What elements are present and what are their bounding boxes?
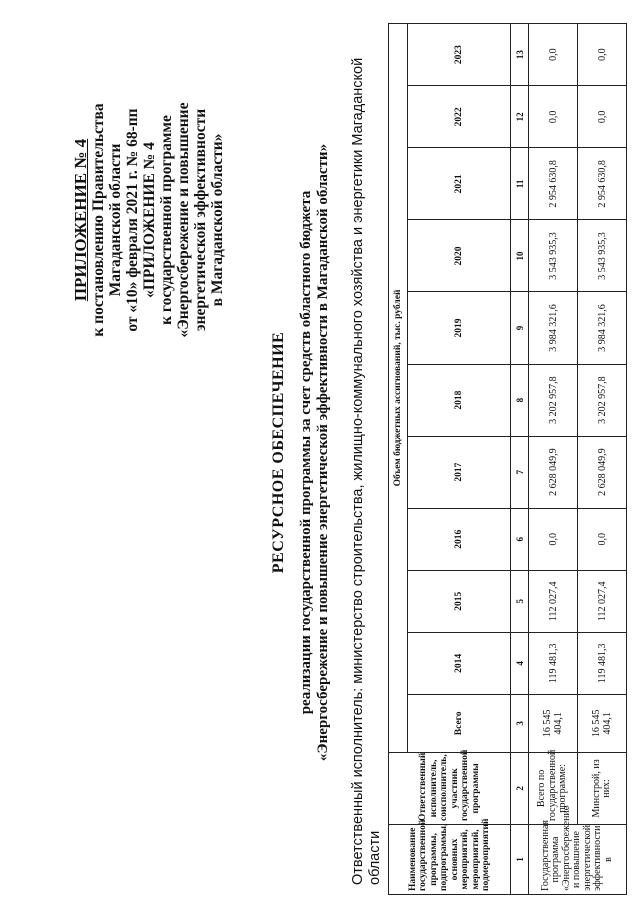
appendix-line: Магаданской области <box>107 143 124 297</box>
responsible-cell: Всего по государственной программе: <box>529 752 578 824</box>
year-cell: 3 984 321,6 <box>578 292 627 364</box>
total-cell: 16 545 404,1 <box>578 694 627 752</box>
year-cell: 0,0 <box>578 508 627 570</box>
header-responsible: Ответственный исполнитель, соисполнитель, участник государственной программы <box>389 752 511 824</box>
year-cell: 119 481,3 <box>578 632 627 694</box>
header-year: 2018 <box>408 364 511 436</box>
header-year: 2014 <box>408 632 511 694</box>
year-cell: 2 954 630,8 <box>529 148 578 220</box>
year-cell: 0,0 <box>578 24 627 86</box>
year-cell: 3 543 935,3 <box>529 220 578 292</box>
year-cell: 119 481,3 <box>529 632 578 694</box>
year-cell: 2 954 630,8 <box>578 148 627 220</box>
column-number: 2 <box>511 752 529 824</box>
column-number: 12 <box>511 86 529 148</box>
year-cell: 3 202 957,8 <box>529 364 578 436</box>
column-number: 7 <box>511 436 529 508</box>
document-heading <box>270 40 332 865</box>
appendix-line: в Магаданской области» <box>209 133 226 307</box>
column-number: 8 <box>511 364 529 436</box>
appendix-line: «Энергосбережение и повышение <box>175 102 192 338</box>
appendix-line: «ПРИЛОЖЕНИЕ № 4 <box>141 142 158 298</box>
responsible-cell: Минстрой, из них: <box>578 752 627 824</box>
appendix-line: к постановлению Правительства <box>90 103 107 337</box>
header-year: 2017 <box>408 436 511 508</box>
year-cell: 2 628 049,9 <box>529 436 578 508</box>
year-cell: 0,0 <box>578 86 627 148</box>
header-year: 2020 <box>408 220 511 292</box>
appendix-line: к государственной программе <box>158 115 175 325</box>
header-year: 2023 <box>408 24 511 86</box>
column-number: 11 <box>511 148 529 220</box>
header-name: Наименование государственной программы, подпрограммы, основных мероприятий, мероприятий, подмероприятий <box>389 824 511 894</box>
column-number: 4 <box>511 632 529 694</box>
year-cell: 112 027,4 <box>578 570 627 632</box>
heading-title: РЕСУРСНОЕ ОБЕСПЕЧЕНИЕ <box>270 331 287 574</box>
program-name-cell: Государственная программа «Энергосбережение и повышение энергетической эффективности в <box>529 824 627 894</box>
header-year: 2019 <box>408 292 511 364</box>
resource-table <box>388 23 627 895</box>
column-number: 1 <box>511 824 529 894</box>
table-row <box>578 24 627 895</box>
resource-table-wrapper <box>388 23 627 895</box>
appendix-title: ПРИЛОЖЕНИЕ № 4 <box>71 138 90 302</box>
appendix-line: от «10» февраля 2021 г. № 68-пп <box>124 108 141 332</box>
appendix-block <box>72 5 226 435</box>
appendix-line: энергетической эффективности <box>192 108 209 332</box>
year-cell: 3 543 935,3 <box>578 220 627 292</box>
column-number: 13 <box>511 24 529 86</box>
column-number: 3 <box>511 694 529 752</box>
column-number: 6 <box>511 508 529 570</box>
column-number: 9 <box>511 292 529 364</box>
year-cell: 0,0 <box>529 86 578 148</box>
year-cell: 112 027,4 <box>529 570 578 632</box>
year-cell: 0,0 <box>529 24 578 86</box>
header-year: 2015 <box>408 570 511 632</box>
year-cell: 3 984 321,6 <box>529 292 578 364</box>
year-cell: 0,0 <box>529 508 578 570</box>
year-cell: 2 628 049,9 <box>578 436 627 508</box>
total-cell: 16 545 404,1 <box>529 694 578 752</box>
column-number: 10 <box>511 220 529 292</box>
header-budget-group: Объем бюджетных ассигнований, тыс. рублей <box>389 24 408 753</box>
table-row <box>529 24 578 895</box>
header-year: 2021 <box>408 148 511 220</box>
header-total: Всего <box>408 694 511 752</box>
year-cell: 3 202 957,8 <box>578 364 627 436</box>
heading-line-1: реализации государственной программы за счет средств областного бюджета <box>298 190 314 715</box>
responsible-executor: Ответственный исполнитель: министерство строительства, жилищно-коммунального хозяйства и энергетики Магаданской области <box>350 57 383 885</box>
header-year: 2016 <box>408 508 511 570</box>
column-number-row <box>511 24 529 895</box>
header-year: 2022 <box>408 86 511 148</box>
column-number: 5 <box>511 570 529 632</box>
heading-line-2: «Энергосбережение и повышение энергетической эффективности в Магаданской области» <box>315 143 331 762</box>
